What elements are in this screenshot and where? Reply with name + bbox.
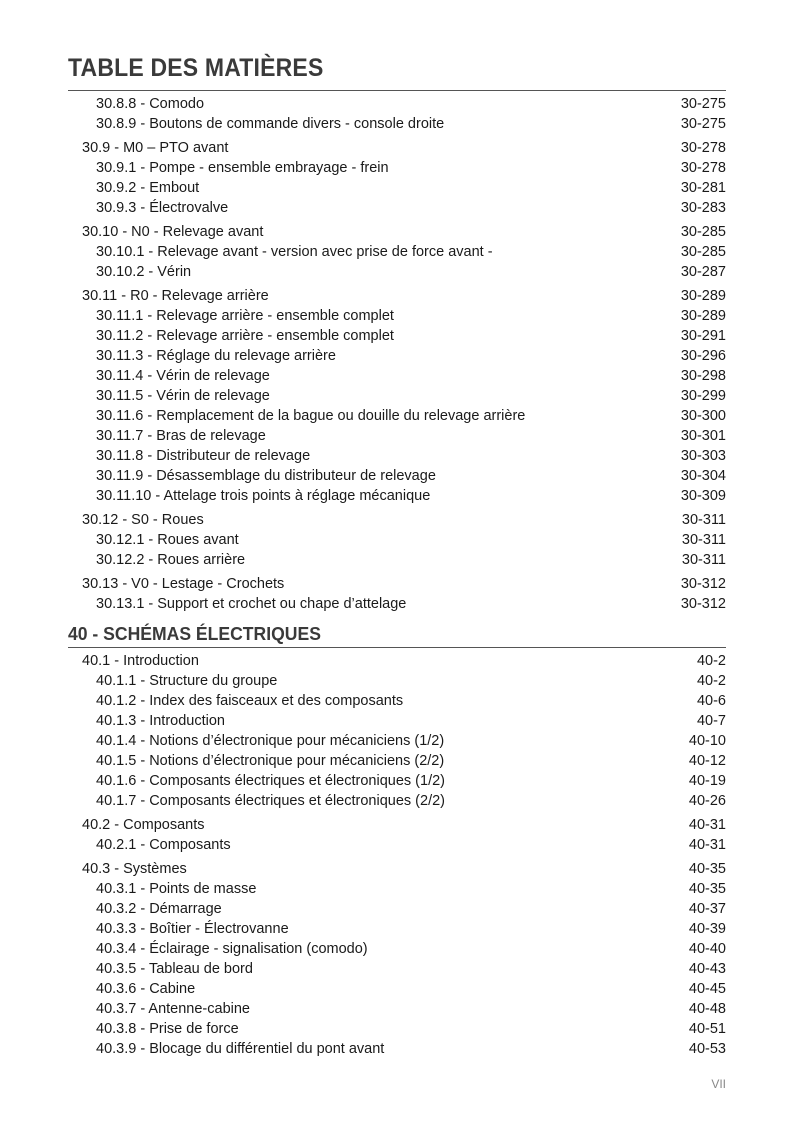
toc-entry-label: 40.3.6 - Cabine <box>96 981 196 997</box>
toc-entry-label: 30.9 - M0 – PTO avant <box>82 140 229 156</box>
toc-entry-subsection <box>68 198 726 218</box>
toc-entry-subsection <box>68 114 726 134</box>
toc-entry-page: 30-283 <box>680 200 726 216</box>
toc-entry-subsection <box>68 530 726 550</box>
toc-entry-label: 30.11 - R0 - Relevage arrière <box>82 288 269 304</box>
toc-entry-label: 30.10.2 - Vérin <box>96 264 192 280</box>
toc-entry-page: 30-296 <box>680 348 726 364</box>
toc-entry-page: 40-31 <box>688 837 726 853</box>
toc-entry-label: 30.11.3 - Réglage du relevage arrière <box>96 348 336 364</box>
toc-entry-label: 40.3.7 - Antenne-cabine <box>96 1001 250 1017</box>
toc-entry-page: 30-287 <box>680 264 726 280</box>
toc-entry-label: 30.11.10 - Attelage trois points à réglage mécanique <box>96 488 431 504</box>
toc-entry-page: 40-19 <box>688 773 726 789</box>
toc-entry-page: 30-309 <box>680 488 726 504</box>
toc-entry-label: 40.2.1 - Composants <box>96 837 231 853</box>
toc-entry-subsection <box>68 731 726 751</box>
toc-entry-label: 40.1.1 - Structure du groupe <box>96 673 278 689</box>
toc-entry-page: 40-35 <box>688 861 726 877</box>
toc-entry-page: 30-289 <box>680 288 726 304</box>
toc-entry-page: 30-278 <box>680 160 726 176</box>
toc-entry-page: 30-278 <box>680 140 726 156</box>
toc-entry-label: 30.11.8 - Distributeur de relevage <box>96 448 311 464</box>
toc-entry-label: 30.12.2 - Roues arrière <box>96 552 246 568</box>
toc-entry-page: 40-6 <box>696 693 726 709</box>
toc-entry-page: 30-312 <box>680 576 726 592</box>
toc-entry-subsection <box>68 1039 726 1059</box>
toc-entry-label: 30.12.1 - Roues avant <box>96 532 239 548</box>
toc-entry-page: 30-285 <box>680 224 726 240</box>
toc-entry-page: 40-10 <box>688 733 726 749</box>
toc-entry-label: 30.8.9 - Boutons de commande divers - console droite <box>96 116 445 132</box>
toc-entry-label: 30.13 - V0 - Lestage - Crochets <box>82 576 285 592</box>
toc-entry-label: 40.3.8 - Prise de force <box>96 1021 239 1037</box>
toc-entry-label: 30.11.1 - Relevage arrière - ensemble complet <box>96 308 394 324</box>
toc-entry-page: 40-40 <box>688 941 726 957</box>
toc-entry-label: 40.1.4 - Notions d’électronique pour mécaniciens (1/2) <box>96 733 445 749</box>
toc-entry-page: 40-45 <box>688 981 726 997</box>
toc-entry-label: 40.1.5 - Notions d’électronique pour mécaniciens (2/2) <box>96 753 445 769</box>
toc-entry-label: 40.1.3 - Introduction <box>96 713 225 729</box>
toc-entry-page: 40-48 <box>688 1001 726 1017</box>
toc-entry-subsection <box>68 999 726 1019</box>
toc-entry-subsection <box>68 899 726 919</box>
toc-entry-subsection <box>68 771 726 791</box>
toc-entry-page: 40-2 <box>696 673 726 689</box>
toc-entry-label: 40.3.2 - Démarrage <box>96 901 222 917</box>
toc-entry-page: 30-311 <box>681 532 726 548</box>
toc-entry-subsection <box>68 751 726 771</box>
toc-entry-label: 30.11.7 - Bras de relevage <box>96 428 266 444</box>
toc-entry-subsection <box>68 791 726 811</box>
toc-entry-label: 30.11.4 - Vérin de relevage <box>96 368 270 384</box>
toc-entry-page: 40-51 <box>688 1021 726 1037</box>
toc-entry-section <box>68 574 726 594</box>
toc-entry-subsection <box>68 446 726 466</box>
toc-entry-page: 40-43 <box>688 961 726 977</box>
toc-entry-section <box>68 222 726 242</box>
toc-entry-page: 40-53 <box>688 1041 726 1057</box>
toc-entry-label: 30.13.1 - Support et crochet ou chape d’attelage <box>96 596 407 612</box>
toc-entry-page: 30-275 <box>680 116 726 132</box>
toc-entry-section <box>68 859 726 879</box>
toc-entry-page: 40-39 <box>688 921 726 937</box>
toc-entry-page: 30-275 <box>680 96 726 112</box>
toc-entry-page: 30-303 <box>680 448 726 464</box>
toc-entry-page: 30-299 <box>680 388 726 404</box>
toc-entry-label: 30.9.2 - Embout <box>96 180 200 196</box>
toc-entry-subsection <box>68 671 726 691</box>
toc-entry-subsection <box>68 406 726 426</box>
toc-entry-label: 40.1 - Introduction <box>82 653 199 669</box>
toc-entry-subsection <box>68 386 726 406</box>
toc-entry-subsection <box>68 94 726 114</box>
toc-entry-subsection <box>68 835 726 855</box>
toc-entry-label: 40.1.6 - Composants électriques et électroniques (1/2) <box>96 773 445 789</box>
toc-entry-page: 30-311 <box>681 512 726 528</box>
toc-entry-subsection <box>68 1019 726 1039</box>
toc-entry-subsection <box>68 326 726 346</box>
toc-entry-subsection <box>68 306 726 326</box>
toc-entry-page: 30-291 <box>680 328 726 344</box>
toc-entry-page: 40-12 <box>688 753 726 769</box>
toc-entry-label: 30.10.1 - Relevage avant - version avec prise de force avant - <box>96 244 493 260</box>
toc-entry-page: 40-26 <box>688 793 726 809</box>
section-title: 40 - SCHÉMAS ÉLECTRIQUES <box>68 623 321 644</box>
toc-entry-subsection <box>68 426 726 446</box>
toc-entry-subsection <box>68 346 726 366</box>
toc-entry-subsection <box>68 959 726 979</box>
toc-entry-label: 40.1.2 - Index des faisceaux et des composants <box>96 693 404 709</box>
toc-entry-subsection <box>68 242 726 262</box>
toc-entry-label: 40.3 - Systèmes <box>82 861 187 877</box>
toc-entry-subsection <box>68 711 726 731</box>
title-divider <box>68 90 726 91</box>
toc-entry-page: 30-285 <box>680 244 726 260</box>
toc-entry-label: 30.11.2 - Relevage arrière - ensemble complet <box>96 328 394 344</box>
toc-entry-label: 40.1.7 - Composants électriques et électroniques (2/2) <box>96 793 445 809</box>
toc-entry-subsection <box>68 178 726 198</box>
toc-entry-page: 40-2 <box>696 653 726 669</box>
toc-entry-subsection <box>68 366 726 386</box>
toc-entry-page: 30-311 <box>681 552 726 568</box>
toc-entry-page: 40-37 <box>688 901 726 917</box>
toc-entry-subsection <box>68 550 726 570</box>
toc-entry-page: 30-281 <box>680 180 726 196</box>
toc-entry-subsection <box>68 486 726 506</box>
toc-entry-label: 30.8.8 - Comodo <box>96 96 205 112</box>
toc-entry-page: 40-35 <box>688 881 726 897</box>
toc-entry-subsection <box>68 979 726 999</box>
page-number: VII <box>711 1077 726 1091</box>
toc-list-group-30 <box>68 94 726 614</box>
toc-entry-subsection <box>68 466 726 486</box>
toc-entry-label: 30.12 - S0 - Roues <box>82 512 204 528</box>
toc-entry-page: 30-304 <box>680 468 726 484</box>
toc-entry-label: 30.9.3 - Électrovalve <box>96 200 229 216</box>
page-title: TABLE DES MATIÈRES <box>68 54 324 82</box>
toc-entry-subsection <box>68 262 726 282</box>
toc-entry-label: 40.3.9 - Blocage du différentiel du pont avant <box>96 1041 385 1057</box>
toc-entry-label: 30.11.5 - Vérin de relevage <box>96 388 270 404</box>
toc-entry-label: 30.9.1 - Pompe - ensemble embrayage - frein <box>96 160 389 176</box>
toc-entry-section <box>68 286 726 306</box>
toc-entry-section <box>68 651 726 671</box>
toc-entry-label: 40.2 - Composants <box>82 817 205 833</box>
section-divider <box>68 647 726 648</box>
toc-entry-page: 30-289 <box>680 308 726 324</box>
toc-entry-page: 40-7 <box>696 713 726 729</box>
toc-entry-subsection <box>68 879 726 899</box>
toc-entry-label: 40.3.3 - Boîtier - Électrovanne <box>96 921 289 937</box>
toc-entry-label: 30.10 - N0 - Relevage avant <box>82 224 264 240</box>
toc-entry-page: 40-31 <box>688 817 726 833</box>
toc-entry-subsection <box>68 158 726 178</box>
toc-entry-page: 30-301 <box>680 428 726 444</box>
toc-entry-label: 40.3.4 - Éclairage - signalisation (comodo) <box>96 941 368 957</box>
toc-entry-label: 40.3.1 - Points de masse <box>96 881 257 897</box>
toc-entry-label: 30.11.6 - Remplacement de la bague ou douille du relevage arrière <box>96 408 526 424</box>
toc-entry-section <box>68 510 726 530</box>
toc-entry-page: 30-300 <box>680 408 726 424</box>
toc-entry-subsection <box>68 939 726 959</box>
toc-entry-subsection <box>68 919 726 939</box>
toc-entry-section <box>68 138 726 158</box>
toc-entry-label: 30.11.9 - Désassemblage du distributeur de relevage <box>96 468 436 484</box>
toc-entry-subsection <box>68 594 726 614</box>
toc-entry-subsection <box>68 691 726 711</box>
toc-entry-section <box>68 815 726 835</box>
toc-list-group-40 <box>68 651 726 1059</box>
toc-entry-label: 40.3.5 - Tableau de bord <box>96 961 253 977</box>
toc-entry-page: 30-312 <box>680 596 726 612</box>
toc-entry-page: 30-298 <box>680 368 726 384</box>
